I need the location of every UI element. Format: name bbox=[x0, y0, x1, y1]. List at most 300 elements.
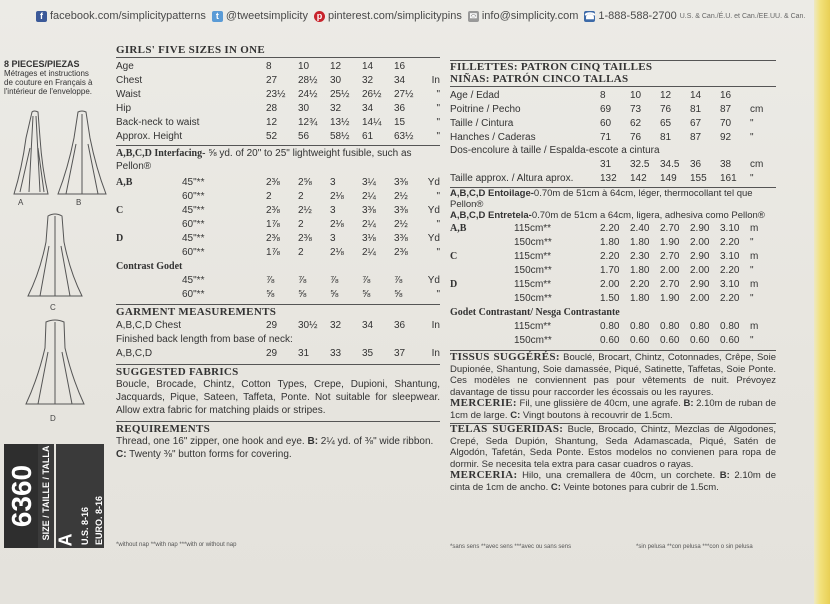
view-b-marker: B: bbox=[683, 398, 694, 409]
yardage-value: 1.80 bbox=[630, 236, 650, 248]
interfacing-text: ⅝ yd. of 20" to 25" lightweight fusible, such as Pellon® bbox=[116, 148, 412, 172]
yardage-value: 0.60 bbox=[600, 334, 620, 346]
size-value: 92 bbox=[720, 131, 732, 143]
size-row-label: Age / Edad bbox=[450, 89, 500, 101]
yardage-value: ⅞ bbox=[362, 274, 371, 286]
yardage-value: 2.90 bbox=[690, 278, 710, 290]
unit-label: Yd bbox=[427, 232, 440, 244]
tissus-text: Bouclé, Brocart, Chintz, Cotonnades, Crêpe, Soie Dupionée, Shantung, Soie damassée, Piqué, Satinette, Taffetas, Soie Ponte. Ces modèles ne conviennent pas pour vêtements de nuit. Prévoyez davantage de tissu pour raccorder les écossais ou les rayures. bbox=[450, 352, 776, 398]
size-value: 69 bbox=[600, 103, 612, 115]
size-value: 31 bbox=[600, 158, 612, 170]
view-c-marker: C: bbox=[550, 481, 561, 493]
unit-label: cm bbox=[750, 158, 764, 170]
yardage-value: 2.20 bbox=[600, 222, 620, 234]
yardage-value: 2⅝ bbox=[298, 176, 312, 188]
requirements-part: 2¼ yd. of ⅜" wide ribbon. bbox=[318, 436, 434, 447]
size-value: 14¼ bbox=[362, 116, 382, 128]
view-label-d: D bbox=[50, 414, 56, 423]
garment-value: 34 bbox=[362, 319, 374, 331]
size-row-label: Hip bbox=[116, 102, 132, 114]
yardage-value: 0.80 bbox=[720, 320, 740, 332]
email-link[interactable] bbox=[468, 10, 579, 22]
yardage-value: ⅝ bbox=[362, 288, 371, 300]
french-spanish-panel bbox=[450, 60, 776, 493]
email-text: info@simplicity.com bbox=[481, 10, 579, 22]
french-footnote: *sans sens **avec sens ***avec ou sans sens bbox=[450, 544, 572, 550]
size-row-label: Age bbox=[116, 60, 134, 72]
view-label bbox=[116, 287, 182, 301]
mercerie-title: MERCERIE: bbox=[450, 397, 517, 409]
yardage-value: 3.10 bbox=[720, 278, 740, 290]
size-value: 87 bbox=[720, 103, 732, 115]
size-value: 27½ bbox=[394, 88, 414, 100]
view-b-marker: B: bbox=[719, 470, 730, 481]
yardage-value: 0.80 bbox=[660, 320, 680, 332]
unit-label: " bbox=[750, 236, 754, 248]
yardage-value: 1⅞ bbox=[266, 218, 280, 230]
phone-text: 1-888-588-2700 bbox=[598, 10, 677, 22]
size-letter-badge bbox=[56, 444, 76, 548]
yardage-value: 2¼ bbox=[362, 246, 376, 258]
size-row-label: Waist bbox=[116, 88, 141, 100]
english-yardage-table bbox=[116, 175, 440, 301]
fabric-width: 150cm** bbox=[514, 334, 552, 346]
mercerie-text: Fil, une glissière de 40cm, une agrafe. bbox=[516, 398, 684, 409]
unit-label: In bbox=[431, 319, 440, 331]
yardage-row bbox=[116, 175, 440, 189]
yardage-value: 1.80 bbox=[630, 264, 650, 276]
garment-row bbox=[116, 346, 440, 360]
size-value: 10 bbox=[298, 60, 310, 72]
divider bbox=[116, 421, 440, 422]
facebook-link[interactable] bbox=[36, 10, 206, 22]
metric-yardage-table bbox=[450, 221, 776, 347]
yardage-value: 2.20 bbox=[720, 292, 740, 304]
size-value: 161 bbox=[720, 172, 737, 184]
fabric-width: 45"** bbox=[182, 176, 205, 188]
size-value: 25½ bbox=[330, 88, 350, 100]
merceria-text: 2.10m de cinta de 1cm de ancho. bbox=[450, 470, 776, 493]
unit-label: Yd bbox=[427, 204, 440, 216]
size-value: 62 bbox=[630, 117, 642, 129]
metric-size-row bbox=[450, 102, 776, 116]
fabric-width: 115cm** bbox=[514, 320, 552, 332]
facebook-icon: f bbox=[36, 11, 47, 22]
garment-value: 29 bbox=[266, 319, 278, 331]
size-row bbox=[116, 129, 440, 143]
size-row-label: Poitrine / Pecho bbox=[450, 103, 521, 115]
garment-value: 37 bbox=[394, 347, 406, 359]
fabric-width: 150cm** bbox=[514, 264, 552, 276]
french-title: FILLETTES: PATRON CINQ TAILLES bbox=[450, 61, 653, 73]
yardage-value: 1.90 bbox=[660, 292, 680, 304]
fabric-width: 45"** bbox=[182, 204, 205, 216]
yardage-value: 3.10 bbox=[720, 222, 740, 234]
size-euro: EURO. 8-16 bbox=[94, 495, 104, 545]
yardage-value: ⅞ bbox=[394, 274, 403, 286]
yardage-value: ⅝ bbox=[330, 288, 339, 300]
yardage-row bbox=[116, 273, 440, 287]
view-c-marker: C: bbox=[116, 449, 127, 460]
unit-label bbox=[426, 59, 440, 73]
godet-title-row bbox=[116, 259, 440, 273]
size-value: 26½ bbox=[362, 88, 382, 100]
size-value: 70 bbox=[720, 117, 732, 129]
telas-text: Bucle, Brocado, Chintz, Mezclas de Algodones, Crepé, Seda Dupión, Shantung, Seda Adamascada, Piqué, Satén de Algodón, Tafetán, Seda Ponte. Estos modelos no convienen para ropa de dormir. Se necesita tela extra para casar cuadros o rayas. bbox=[450, 424, 776, 470]
garment-value: 32 bbox=[330, 319, 342, 331]
size-row bbox=[116, 73, 440, 87]
pattern-number-badge bbox=[4, 444, 38, 548]
requirements-text bbox=[116, 435, 440, 461]
yardage-row bbox=[116, 203, 440, 217]
yardage-value: 3⅜ bbox=[394, 232, 408, 244]
unit-label: " bbox=[436, 190, 440, 202]
yardage-value: 1.50 bbox=[600, 292, 620, 304]
garment-measurements-title: GARMENT MEASUREMENTS bbox=[116, 306, 277, 318]
back-neck-label: Dos-encolure à taille / Espalda-escote a cintura bbox=[450, 145, 660, 156]
mercerie-block bbox=[450, 398, 776, 421]
metric-size-row bbox=[450, 171, 776, 185]
yardage-value: 2.20 bbox=[720, 236, 740, 248]
size-value: 16 bbox=[394, 60, 406, 72]
pieces-note-line: l'intérieur de l'enveloppe. bbox=[4, 87, 92, 96]
yardage-value: 2⅜ bbox=[266, 204, 280, 216]
fabric-width: 60"** bbox=[182, 246, 205, 258]
unit-label: m bbox=[750, 222, 759, 234]
yardage-value: 2.20 bbox=[720, 264, 740, 276]
yardage-value: 2.00 bbox=[690, 264, 710, 276]
yardage-value: ⅞ bbox=[266, 274, 275, 286]
size-value: 14 bbox=[362, 60, 374, 72]
english-panel bbox=[116, 44, 440, 461]
unit-label bbox=[750, 88, 776, 102]
view-label: C bbox=[450, 250, 458, 262]
metric-yardage-row bbox=[450, 235, 776, 249]
unit-label: Yd bbox=[427, 176, 440, 188]
metric-yardage-row bbox=[450, 249, 776, 263]
garment-value: 35 bbox=[362, 347, 374, 359]
metric-size-row bbox=[450, 116, 776, 130]
fabric-width: 45"** bbox=[182, 232, 205, 244]
interfacing-title: A,B,C,D Interfacing- bbox=[116, 148, 206, 159]
pinterest-link[interactable] bbox=[314, 10, 462, 22]
view-label bbox=[450, 333, 514, 347]
yardage-row bbox=[116, 245, 440, 259]
yardage-value: 2.70 bbox=[660, 250, 680, 262]
tissus-block bbox=[450, 352, 776, 398]
yardage-value: ⅝ bbox=[298, 288, 307, 300]
pattern-number: 6360 bbox=[6, 464, 37, 528]
yardage-value: 2.00 bbox=[600, 278, 620, 290]
english-title: GIRLS' FIVE SIZES IN ONE bbox=[116, 44, 266, 56]
divider bbox=[116, 364, 440, 365]
size-row-label: Back-neck to waist bbox=[116, 116, 200, 128]
yardage-value: 2⅛ bbox=[330, 190, 344, 202]
yardage-value: 3⅛ bbox=[362, 232, 376, 244]
requirements-part: Twenty ⅜" button forms for covering. bbox=[126, 449, 292, 460]
size-value: 36 bbox=[394, 102, 406, 114]
metric-size-table-2 bbox=[450, 157, 776, 185]
size-strip-text: SIZE / TAILLE / TALLA bbox=[41, 445, 51, 541]
view-label bbox=[450, 291, 514, 305]
unit-label: In bbox=[431, 347, 440, 359]
fabric-width: 115cm** bbox=[514, 278, 552, 290]
size-value: 61 bbox=[362, 130, 374, 142]
garment-measurements-table bbox=[116, 318, 440, 360]
size-value: 36 bbox=[690, 158, 702, 170]
merceria-block bbox=[450, 470, 776, 493]
garment-row bbox=[116, 318, 440, 332]
metric-size-row bbox=[450, 88, 776, 102]
unit-label: m bbox=[750, 250, 759, 262]
entoilage-note bbox=[450, 188, 776, 210]
unit-label: cm bbox=[750, 103, 764, 115]
telas-block bbox=[450, 424, 776, 470]
view-c-marker: C: bbox=[510, 409, 521, 421]
yardage-value: 2.30 bbox=[630, 250, 650, 262]
metric-yardage-row bbox=[450, 291, 776, 305]
unit-label: " bbox=[750, 334, 754, 346]
unit-label: " bbox=[750, 264, 754, 276]
size-row-label: Hanches / Caderas bbox=[450, 131, 536, 143]
size-row bbox=[116, 115, 440, 129]
fabric-width: 115cm** bbox=[514, 222, 552, 234]
yardage-value: 3⅜ bbox=[394, 176, 408, 188]
yardage-value: 2¼ bbox=[362, 218, 376, 230]
fabric-width: 150cm** bbox=[514, 292, 552, 304]
yardage-value: 1.70 bbox=[600, 264, 620, 276]
size-value: 132 bbox=[600, 172, 617, 184]
yardage-row bbox=[116, 189, 440, 203]
yardage-value: 2.90 bbox=[690, 250, 710, 262]
yardage-value: 3¼ bbox=[362, 176, 376, 188]
size-value: 73 bbox=[630, 103, 642, 115]
mercerie-text: Vingt boutons à recouvrir de 1.5cm. bbox=[520, 409, 673, 421]
yardage-value: ⅞ bbox=[298, 274, 307, 286]
size-value: 71 bbox=[600, 131, 612, 143]
view-label: D bbox=[450, 278, 458, 290]
yardage-value: 2 bbox=[298, 190, 304, 202]
view-label bbox=[450, 319, 514, 333]
yardage-row bbox=[116, 217, 440, 231]
godet-title: Godet Contrastant/ Nesga Contrastante bbox=[450, 306, 620, 318]
yardage-value: 2⅜ bbox=[266, 176, 280, 188]
yardage-value: 2⅜ bbox=[394, 246, 408, 258]
yardage-value: 2¼ bbox=[362, 190, 376, 202]
entoilage-title: A,B,C,D Entoilage- bbox=[450, 188, 534, 199]
yardage-value: 2⅛ bbox=[330, 246, 344, 258]
pinterest-icon: p bbox=[314, 11, 325, 22]
spanish-footnote: *sin pelusa **con pelusa ***con o sin pelusa bbox=[636, 544, 753, 550]
unit-label: " bbox=[436, 218, 440, 230]
size-value: 23½ bbox=[266, 88, 286, 100]
size-value: 81 bbox=[690, 103, 702, 115]
size-value: 30 bbox=[330, 74, 342, 86]
size-value: 8 bbox=[266, 60, 272, 72]
metric-size-table bbox=[450, 88, 776, 144]
size-value: 32 bbox=[362, 74, 374, 86]
godet-title: Contrast Godet bbox=[116, 260, 183, 272]
view-label: D bbox=[116, 232, 124, 244]
size-row-label: Taille approx. / Altura aprox. bbox=[450, 172, 574, 184]
yardage-value: 0.60 bbox=[630, 334, 650, 346]
size-value: 32 bbox=[330, 102, 342, 114]
pinterest-text: pinterest.com/simplicitypins bbox=[327, 10, 462, 22]
size-row-label: Taille / Cintura bbox=[450, 117, 514, 129]
size-value: 63½ bbox=[394, 130, 414, 142]
yardage-value: 2.00 bbox=[690, 236, 710, 248]
fabric-width: 60"** bbox=[182, 190, 205, 202]
garment-value: 31 bbox=[298, 347, 310, 359]
size-row-label bbox=[450, 157, 600, 171]
yardage-value: 2.90 bbox=[690, 222, 710, 234]
metric-yardage-row bbox=[450, 263, 776, 277]
size-value: 76 bbox=[660, 103, 672, 115]
yardage-value: 3.10 bbox=[720, 250, 740, 262]
garment-label: A,B,C,D Chest bbox=[116, 319, 182, 331]
entretela-title: A,B,C,D Entretela- bbox=[450, 210, 532, 221]
view-label-a: A bbox=[18, 198, 24, 207]
entoilage-text: 0.70m de 51cm à 64cm, léger, thermocollant tel que Pellon® bbox=[450, 188, 753, 210]
yardage-value: 2½ bbox=[394, 190, 408, 202]
size-euro-badge bbox=[90, 444, 104, 548]
yardage-value: 2 bbox=[298, 246, 304, 258]
size-value: 12 bbox=[660, 89, 672, 101]
facebook-text: facebook.com/simplicitypatterns bbox=[50, 10, 206, 22]
yardage-value: 2.20 bbox=[600, 250, 620, 262]
view-label-c: C bbox=[50, 303, 56, 312]
unit-label: " bbox=[436, 102, 440, 114]
yardage-value: 0.60 bbox=[660, 334, 680, 346]
yardage-row bbox=[116, 287, 440, 301]
divider bbox=[450, 86, 776, 87]
metric-yardage-row bbox=[450, 333, 776, 347]
yardage-value: 2⅜ bbox=[266, 232, 280, 244]
suggested-fabrics-text: Boucle, Brocade, Chintz, Cotton Types, Crepe, Dupioni, Shantung, Jacquards, Pique, Sateen, Taffeta, Ponte. Not suitable for sleepwear. Allow extra fabric for matching plaids or stripes. bbox=[116, 379, 440, 416]
yardage-value: 0.60 bbox=[720, 334, 740, 346]
garment-value: 29 bbox=[266, 347, 278, 359]
unit-label: " bbox=[750, 172, 754, 184]
yardage-value: 0.60 bbox=[690, 334, 710, 346]
size-value: 28½ bbox=[298, 74, 318, 86]
yardage-value: 3⅜ bbox=[362, 204, 376, 216]
mercerie-text: 2.10m de ruban de 1cm de large. bbox=[450, 398, 776, 421]
unit-label: " bbox=[436, 246, 440, 258]
size-value: 34.5 bbox=[660, 158, 680, 170]
suggested-fabrics-title: SUGGESTED FABRICS bbox=[116, 366, 239, 378]
garment-value: 36 bbox=[394, 319, 406, 331]
yardage-value: 0.80 bbox=[630, 320, 650, 332]
size-value: 28 bbox=[266, 102, 278, 114]
telas-title: TELAS SUGERIDAS: bbox=[450, 423, 564, 435]
phone-link[interactable] bbox=[584, 10, 805, 22]
size-value: 149 bbox=[660, 172, 677, 184]
pieces-note bbox=[4, 60, 109, 96]
interfacing-note bbox=[116, 147, 440, 173]
size-value: 76 bbox=[630, 131, 642, 143]
metric-yardage-row bbox=[450, 277, 776, 291]
yardage-value: 2 bbox=[266, 190, 272, 202]
size-value: 58½ bbox=[330, 130, 350, 142]
merceria-text: Veinte botones para cubrir de 1.5cm. bbox=[560, 481, 719, 493]
yardage-row bbox=[116, 231, 440, 245]
yardage-value: 2 bbox=[298, 218, 304, 230]
requirements-part: Thread, one 16" zipper, one hook and eye. bbox=[116, 436, 308, 447]
requirements-title: REQUIREMENTS bbox=[116, 423, 211, 435]
view-label bbox=[116, 245, 182, 259]
unit-label: Yd bbox=[427, 274, 440, 286]
size-row bbox=[116, 101, 440, 115]
divider bbox=[116, 57, 440, 58]
view-label bbox=[116, 273, 182, 287]
contact-bar bbox=[36, 8, 811, 24]
view-label: C bbox=[116, 204, 124, 216]
divider bbox=[116, 145, 440, 146]
view-label-b: B bbox=[76, 198, 82, 207]
unit-label: " bbox=[750, 131, 754, 143]
size-value: 12 bbox=[330, 60, 342, 72]
view-b-marker: B: bbox=[307, 436, 319, 447]
view-label bbox=[116, 189, 182, 203]
size-value: 10 bbox=[630, 89, 642, 101]
unit-label: In bbox=[431, 74, 440, 86]
yardage-value: 1.80 bbox=[600, 236, 620, 248]
unit-label: " bbox=[750, 117, 754, 129]
unit-label: " bbox=[436, 116, 440, 128]
size-value: 13½ bbox=[330, 116, 350, 128]
size-value: 60 bbox=[600, 117, 612, 129]
size-value: 34 bbox=[394, 74, 406, 86]
size-row bbox=[116, 87, 440, 101]
yardage-value: 2.20 bbox=[630, 278, 650, 290]
yardage-value: 2⅜ bbox=[298, 232, 312, 244]
size-value: 30 bbox=[298, 102, 310, 114]
garment-label: A,B,C,D bbox=[116, 347, 153, 359]
size-value: 32.5 bbox=[630, 158, 650, 170]
yardage-value: 2.70 bbox=[660, 222, 680, 234]
view-label bbox=[450, 235, 514, 249]
yardage-value: 1.80 bbox=[630, 292, 650, 304]
merceria-title: MERCERIA: bbox=[450, 469, 518, 481]
yardage-value: 1.90 bbox=[660, 236, 680, 248]
envelope-edge bbox=[814, 0, 830, 604]
yardage-value: 3⅜ bbox=[394, 204, 408, 216]
size-value: 24½ bbox=[298, 88, 318, 100]
yardage-value: ⅝ bbox=[394, 288, 403, 300]
size-value: 81 bbox=[660, 131, 672, 143]
twitter-link[interactable] bbox=[212, 10, 308, 22]
size-us: U.S. 8-16 bbox=[80, 506, 90, 545]
yardage-value: 2.70 bbox=[660, 278, 680, 290]
unit-label: m bbox=[750, 278, 759, 290]
english-footnote: *without nap **with nap ***with or without nap bbox=[116, 542, 237, 548]
phone-note: U.S. & Can./É.U. et Can./EE.UU. & Can. bbox=[679, 12, 806, 20]
yardage-value: 0.80 bbox=[600, 320, 620, 332]
merceria-text: Hilo, una cremallera de 40cm, un corchete. bbox=[517, 470, 720, 481]
fabric-width: 115cm** bbox=[514, 250, 552, 262]
yardage-value: 0.80 bbox=[690, 320, 710, 332]
entretela-text: 0.70m de 51cm a 64cm, ligera, adhesiva como Pellon® bbox=[531, 210, 765, 221]
entretela-note bbox=[450, 210, 776, 221]
godet-title-row bbox=[450, 305, 776, 319]
yardage-value: 3 bbox=[330, 204, 336, 216]
size-value: 52 bbox=[266, 130, 278, 142]
twitter-text: @tweetsimplicity bbox=[225, 10, 308, 22]
yardage-value: ⅞ bbox=[330, 274, 339, 286]
fabric-width: 150cm** bbox=[514, 236, 552, 248]
size-row-label: Chest bbox=[116, 74, 143, 86]
size-value: 27 bbox=[266, 74, 278, 86]
